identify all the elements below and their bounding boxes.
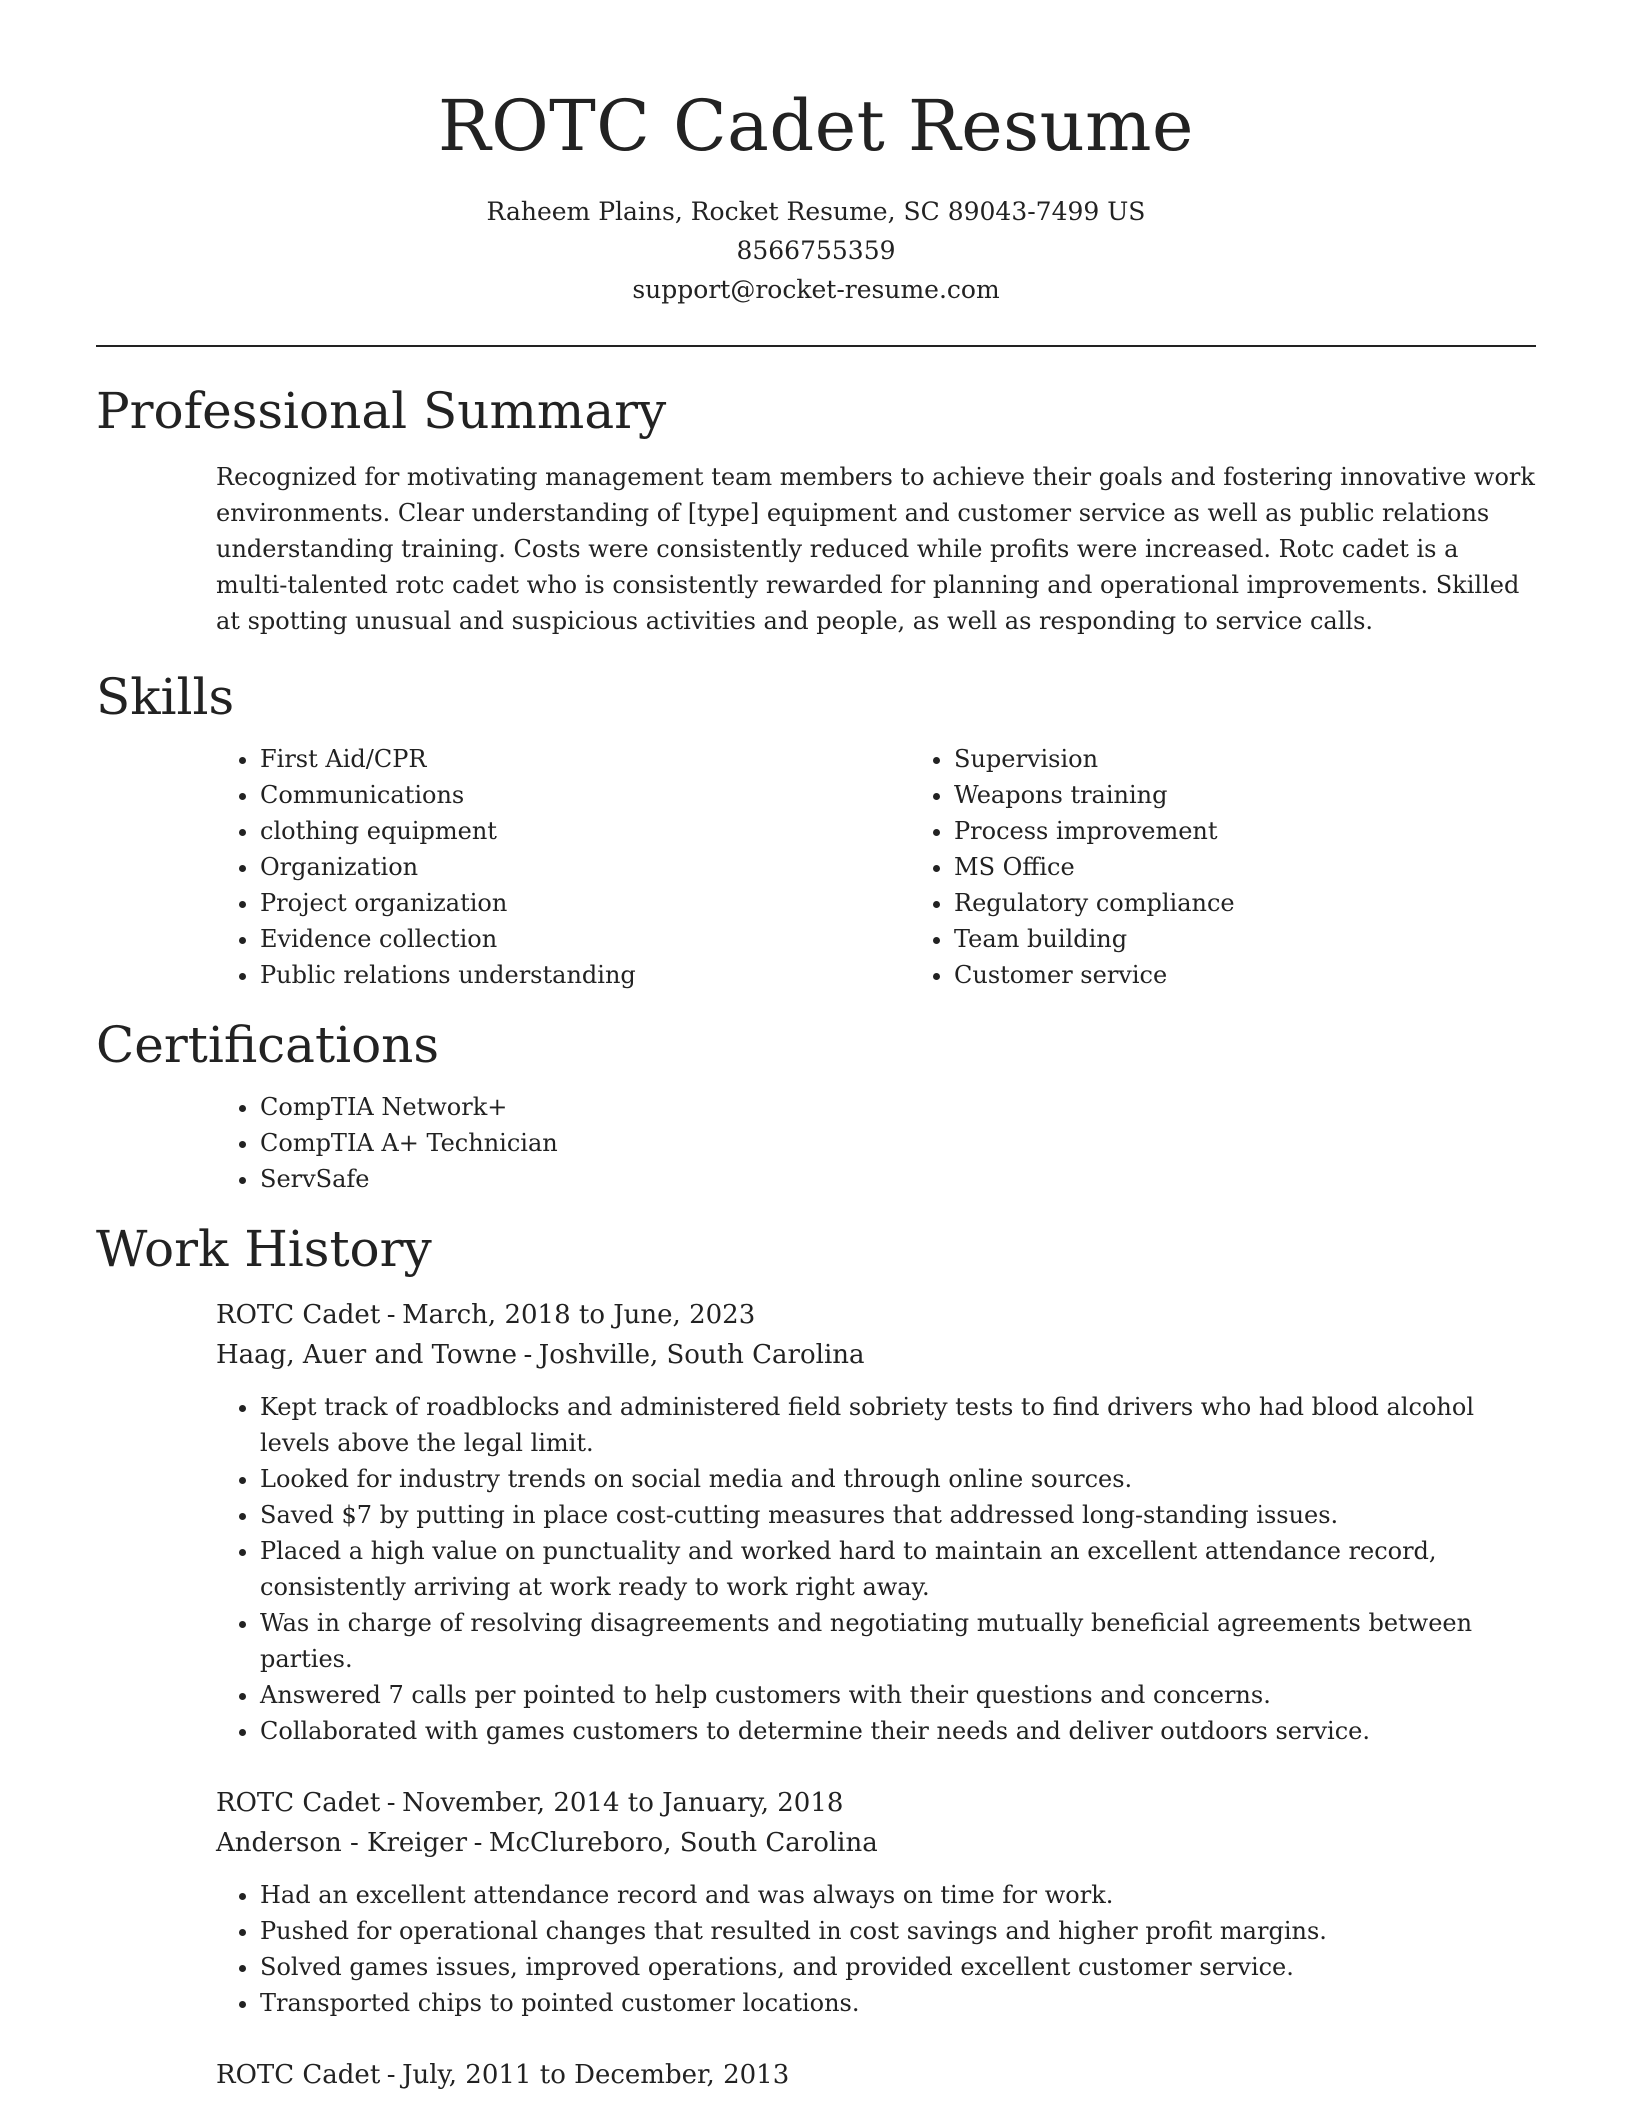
job-company: Anderson - Kreiger [216,1828,468,1858]
skill-item: • Public relations understanding [260,957,910,993]
certifications-heading: Certifications [96,1016,440,1074]
job-entry [216,2055,1536,2095]
job-bullet: • Pushed for operational changes that resulted in cost savings and higher profit margins. [260,1913,1540,1949]
job-company: Haag, Auer and Towne [216,1340,517,1370]
skill-item: • Weapons training [954,777,1604,813]
skill-item: • Supervision [954,741,1604,777]
skill-item: • MS Office [954,849,1604,885]
job-entry [216,1783,1536,2021]
resume-header [0,0,1632,309]
job-dates: March, 2018 to June, 2023 [402,1300,756,1330]
skill-item: • Evidence collection [260,921,910,957]
job-location: Joshville, South Carolina [538,1340,865,1370]
skill-item: • clothing equipment [260,813,910,849]
skill-item: • Regulatory compliance [954,885,1604,921]
job-entry [216,1295,1536,1749]
header-divider [96,345,1536,347]
job-bullet: • Placed a high value on punctuality and worked hard to maintain an excellent attendance record, consistently arriving at work ready to work right away. [260,1533,1540,1605]
summary-heading: Professional Summary [96,382,667,440]
job-title: ROTC Cadet [216,1300,381,1330]
work-history-heading: Work History [96,1220,432,1278]
job-bullets [216,1877,1540,2021]
separator: - [386,1788,396,1818]
job-dates: July, 2011 to December, 2013 [402,2060,790,2090]
job-bullet: • Looked for industry trends on social media and through online sources. [260,1461,1540,1497]
job-bullet: • Had an excellent attendance record and was always on time for work. [260,1877,1540,1913]
job-title-line [216,1295,1536,1335]
contact-block [0,192,1632,309]
job-company-line [216,1823,1536,1863]
contact-email: support@rocket-resume.com [632,275,1000,304]
skill-item: • Project organization [260,885,910,921]
job-title-line [216,1783,1536,1823]
job-title: ROTC Cadet [216,2060,381,2090]
skill-item: • Organization [260,849,910,885]
job-bullet: • Was in charge of resolving disagreements and negotiating mutually beneficial agreements between parties. [260,1605,1540,1677]
separator: - [386,2060,396,2090]
job-title-line [216,2055,1536,2095]
job-bullet: • Solved games issues, improved operations, and provided excellent customer service. [260,1949,1540,1985]
job-bullets [216,1389,1540,1749]
skill-item: • Team building [954,921,1604,957]
certifications-list [216,1089,1540,1197]
skills-list [216,741,1632,993]
job-bullet: • Collaborated with games customers to determine their needs and deliver outdoors service. [260,1713,1540,1749]
job-bullet: • Saved $7 by putting in place cost-cutting measures that addressed long-standing issues. [260,1497,1540,1533]
skills-column-right [910,741,1604,993]
certification-item: • CompTIA A+ Technician [260,1125,1540,1161]
skills-column-left [216,741,910,993]
job-title: ROTC Cadet [216,1788,381,1818]
job-bullet: • Transported chips to pointed customer locations. [260,1985,1540,2021]
contact-phone: 8566755359 [736,236,896,265]
skill-item: • Customer service [954,957,1604,993]
job-company-line [216,1335,1536,1375]
skill-item: • Communications [260,777,910,813]
skill-item: • First Aid/CPR [260,741,910,777]
job-bullet: • Kept track of roadblocks and administered field sobriety tests to find drivers who had blood alcohol levels above the legal limit. [260,1389,1540,1461]
separator: - [386,1300,396,1330]
summary-text: Recognized for motivating management team members to achieve their goals and fostering innovative work environments. Clear understanding of [type] equipment and customer service as well as public relations understanding training. Costs were consistently reduced while profits were increased. Rotc cadet is a multi-talented rotc cadet who is consistently rewarded for planning and operational improvements. Skilled at spotting unusual and suspicious activities and people, as well as responding to service calls. [216,463,1535,635]
skills-heading: Skills [96,668,235,726]
certification-item: • ServSafe [260,1161,1540,1197]
certification-item: • CompTIA Network+ [260,1089,1540,1125]
job-location: McClureboro, South Carolina [488,1828,878,1858]
separator: - [523,1340,533,1370]
contact-address: Raheem Plains, Rocket Resume, SC 89043-7499 US [486,197,1146,226]
skill-item: • Process improvement [954,813,1604,849]
job-bullet: • Answered 7 calls per pointed to help customers with their questions and concerns. [260,1677,1540,1713]
job-dates: November, 2014 to January, 2018 [402,1788,844,1818]
separator: - [473,1828,483,1858]
resume-title: ROTC Cadet Resume [438,85,1194,167]
